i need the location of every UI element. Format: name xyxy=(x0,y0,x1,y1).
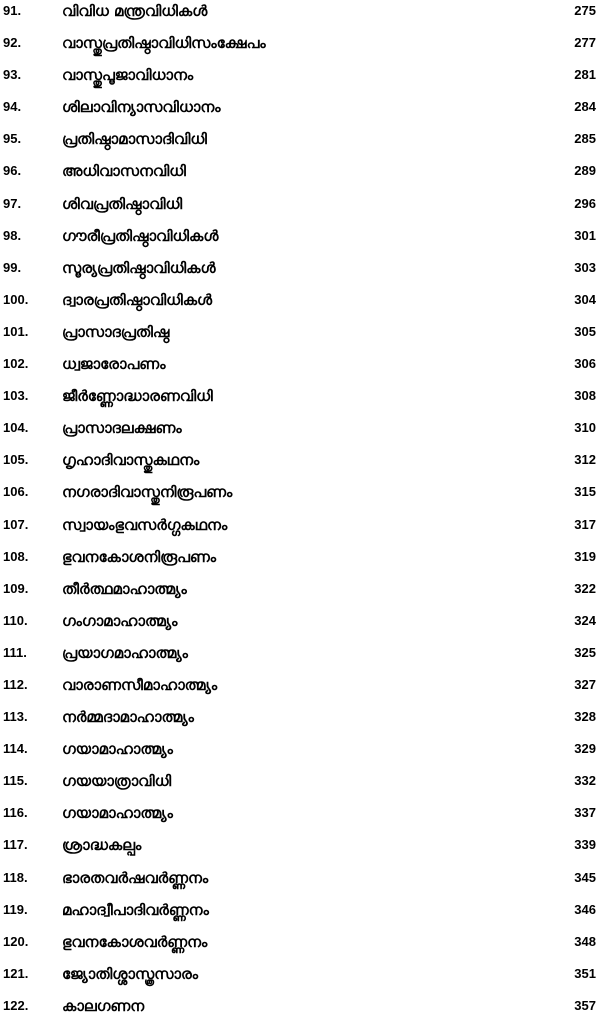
chapter-title: ഗൃഹാദിവാസ്തുകഥനം xyxy=(62,451,200,470)
chapter-title: മഹാദ്വീപാദിവർണ്ണനം xyxy=(62,900,209,919)
toc-entry xyxy=(0,578,600,610)
chapter-number: 96. xyxy=(3,163,22,179)
toc-entry xyxy=(0,834,600,866)
toc-entry xyxy=(0,321,600,353)
toc-entry xyxy=(0,0,600,32)
chapter-title: പ്രതിഷ്ഠാമാസാദിവിധി xyxy=(62,130,207,149)
toc-entry xyxy=(0,995,600,1027)
chapter-number: 116. xyxy=(3,805,28,821)
chapter-number: 120. xyxy=(3,933,29,949)
chapter-number: 107. xyxy=(3,516,29,532)
toc-entry xyxy=(0,289,600,321)
chapter-number: 112. xyxy=(3,676,28,692)
chapter-number: 100. xyxy=(3,291,29,307)
chapter-title: ജ്യോതിശ്ശാസ്ത്രസാരം xyxy=(62,964,199,983)
page-number: 324 xyxy=(574,612,596,628)
chapter-number: 114. xyxy=(3,741,28,757)
page-number: 328 xyxy=(574,709,596,725)
chapter-title: ഭുവനകോശവർണ്ണനം xyxy=(62,932,208,951)
chapter-title: സൂര്യപ്രതിഷ്ഠാവിധികൾ xyxy=(62,258,216,277)
chapter-title: കാലഗണന xyxy=(62,996,145,1015)
chapter-number: 101. xyxy=(3,323,29,339)
page-number: 319 xyxy=(574,548,596,564)
chapter-title: ഗയാമാഹാത്മ്യം xyxy=(62,740,173,759)
chapter-title: വാരാണസീമാഹാത്മ്യം xyxy=(62,675,218,694)
toc-entry xyxy=(0,867,600,899)
chapter-title: ഭുവനകോശനിരൂപണം xyxy=(62,547,217,566)
chapter-number: 105. xyxy=(3,452,29,468)
page-number: 310 xyxy=(574,420,596,436)
page-number: 275 xyxy=(574,3,596,18)
chapter-title: ഗയാമാഹാത്മ്യം xyxy=(62,804,173,823)
chapter-title: പ്രാസാദപ്രതിഷ്ഠ xyxy=(62,322,170,341)
page-number: 285 xyxy=(574,131,596,147)
toc-entry xyxy=(0,706,600,738)
chapter-number: 103. xyxy=(3,388,29,404)
chapter-number: 104. xyxy=(3,420,29,436)
toc-entry xyxy=(0,160,600,192)
chapter-number: 97. xyxy=(3,195,22,211)
page-number: 345 xyxy=(574,869,596,885)
page-number: 305 xyxy=(574,323,596,339)
chapter-title: ഗൗരീപ്രതിഷ്ഠാവിധികൾ xyxy=(62,226,219,245)
chapter-title: പ്രാസാദലക്ഷണം xyxy=(62,419,182,438)
chapter-title: ശിലാവിന്യാസവിധാനം xyxy=(62,98,221,117)
chapter-title: നർമ്മദാമാഹാത്മ്യം xyxy=(62,708,194,727)
chapter-number: 111. xyxy=(3,644,27,660)
toc-entry xyxy=(0,64,600,96)
page-number: 325 xyxy=(574,644,596,660)
chapter-title: തീർത്ഥമാഹാത്മ്യം xyxy=(62,579,187,598)
page-number: 303 xyxy=(574,259,596,275)
page-number: 327 xyxy=(574,676,596,692)
page-number: 315 xyxy=(574,484,596,500)
toc-entry xyxy=(0,385,600,417)
page-number: 317 xyxy=(574,516,596,532)
chapter-number: 110. xyxy=(3,612,28,628)
toc-entry xyxy=(0,96,600,128)
page-number: 351 xyxy=(574,965,596,981)
chapter-number: 99. xyxy=(3,259,22,275)
toc-entry xyxy=(0,738,600,770)
toc-entry xyxy=(0,417,600,449)
chapter-number: 91. xyxy=(3,3,22,18)
toc-entry xyxy=(0,193,600,225)
toc-entry xyxy=(0,257,600,289)
toc-entry xyxy=(0,481,600,513)
page-number: 322 xyxy=(574,580,596,596)
chapter-number: 121. xyxy=(3,965,29,981)
chapter-number: 118. xyxy=(3,869,28,885)
toc-entry xyxy=(0,610,600,642)
chapter-title: ശിവപ്രതിഷ്ഠാവിധി xyxy=(62,194,183,213)
toc-entry xyxy=(0,802,600,834)
page-number: 332 xyxy=(574,773,596,789)
chapter-title: ഗംഗാമാഹാത്മ്യം xyxy=(62,611,178,630)
page-number: 284 xyxy=(574,99,596,115)
toc-entry xyxy=(0,963,600,995)
chapter-number: 122. xyxy=(3,997,29,1013)
chapter-number: 102. xyxy=(3,356,29,372)
page-number: 357 xyxy=(574,997,596,1013)
page-number: 306 xyxy=(574,356,596,372)
chapter-number: 106. xyxy=(3,484,29,500)
chapter-number: 119. xyxy=(3,901,28,917)
chapter-number: 117. xyxy=(3,837,28,853)
page-number: 289 xyxy=(574,163,596,179)
page-number: 296 xyxy=(574,195,596,211)
chapter-number: 109. xyxy=(3,580,29,596)
page-number: 304 xyxy=(574,291,596,307)
chapter-number: 94. xyxy=(3,99,22,115)
chapter-title: വിവിധ മന്ത്രവിധികൾ xyxy=(62,2,208,20)
chapter-title: പ്രയാഗമാഹാത്മ്യം xyxy=(62,643,188,662)
chapter-title: ദ്വാരപ്രതിഷ്ഠാവിധികൾ xyxy=(62,290,213,309)
page-number: 277 xyxy=(574,35,596,51)
toc-entry xyxy=(0,674,600,706)
chapter-number: 95. xyxy=(3,131,22,147)
chapter-number: 108. xyxy=(3,548,29,564)
page-number: 346 xyxy=(574,901,596,917)
page-number: 337 xyxy=(574,805,596,821)
toc-entry xyxy=(0,128,600,160)
page-number: 281 xyxy=(574,67,596,83)
toc-entry xyxy=(0,770,600,802)
toc-entry xyxy=(0,514,600,546)
toc-entry xyxy=(0,449,600,481)
toc-entry xyxy=(0,225,600,257)
chapter-number: 113. xyxy=(3,709,28,725)
toc-entry xyxy=(0,642,600,674)
page-number: 339 xyxy=(574,837,596,853)
page-number: 329 xyxy=(574,741,596,757)
chapter-title: ജീർണ്ണോദ്ധാരണവിധി xyxy=(62,387,213,406)
chapter-title: ഭാരതവർഷവർണ്ണനം xyxy=(62,868,209,887)
chapter-title: നഗരാദിവാസ്തുനിരൂപണം xyxy=(62,483,233,502)
page-number: 301 xyxy=(574,227,596,243)
chapter-title: ശ്രാദ്ധകല്പം xyxy=(62,836,142,855)
chapter-number: 92. xyxy=(3,35,22,51)
toc-entry xyxy=(0,546,600,578)
toc-entry xyxy=(0,931,600,963)
toc-entry xyxy=(0,353,600,385)
chapter-title: അധിവാസനവിധി xyxy=(62,162,186,181)
chapter-title: വാസ്തുപൂജാവിധാനം xyxy=(62,66,194,85)
chapter-title: ധ്വജാരോപണം xyxy=(62,355,166,374)
page-number: 308 xyxy=(574,388,596,404)
chapter-title: ഗയയാത്രാവിധി xyxy=(62,772,172,791)
chapter-number: 98. xyxy=(3,227,22,243)
page-number: 312 xyxy=(574,452,596,468)
page-number: 348 xyxy=(574,933,596,949)
chapter-title: സ്വായംഭുവസർഗ്ഗകഥനം xyxy=(62,515,228,534)
chapter-number: 115. xyxy=(3,773,28,789)
chapter-number: 93. xyxy=(3,67,22,83)
chapter-title: വാസ്തുപ്രതിഷ്ഠാവിധിസംക്ഷേപം xyxy=(62,34,266,53)
toc-entry xyxy=(0,32,600,64)
toc-entry xyxy=(0,899,600,931)
